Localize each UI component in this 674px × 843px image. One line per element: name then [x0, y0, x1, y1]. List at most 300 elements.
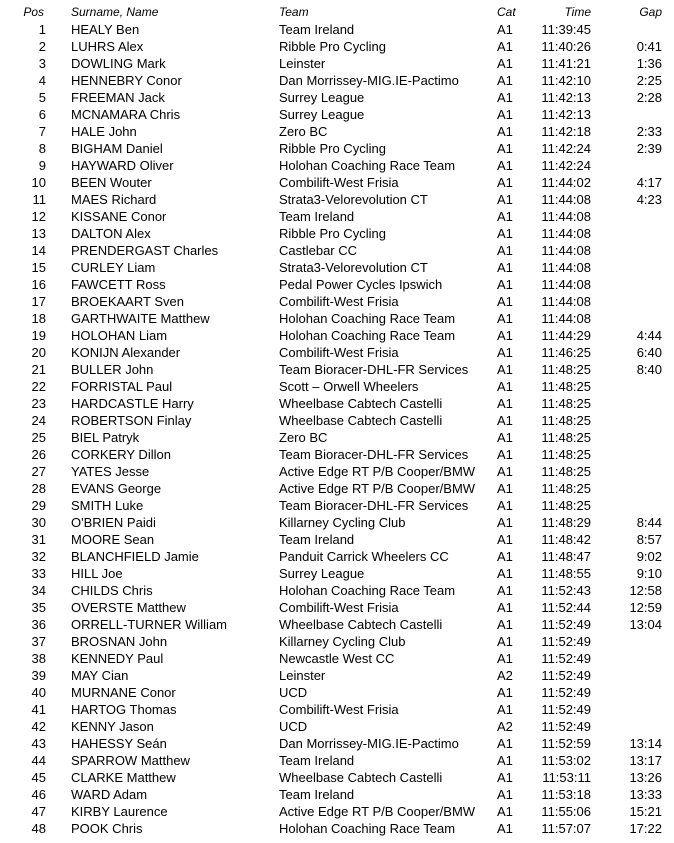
cell-cat: A1 [497, 277, 513, 292]
cell-gap: 17:22 [629, 821, 662, 836]
cell-time: 11:53:02 [541, 753, 591, 768]
cell-name: YATES Jesse [71, 464, 150, 479]
table-row [0, 531, 674, 548]
cell-team: Ribble Pro Cycling [279, 226, 386, 241]
cell-pos: 29 [31, 498, 46, 513]
cell-gap: 13:17 [629, 753, 662, 768]
cell-pos: 18 [31, 311, 46, 326]
table-row [0, 72, 674, 89]
cell-pos: 42 [31, 719, 46, 734]
cell-name: BULLER John [71, 362, 154, 377]
cell-gap: 13:33 [629, 787, 662, 802]
cell-time: 11:44:08 [541, 226, 591, 241]
cell-time: 11:48:25 [541, 447, 591, 462]
cell-gap: 0:41 [636, 39, 662, 54]
cell-cat: A1 [497, 396, 513, 411]
cell-cat: A1 [497, 447, 513, 462]
cell-team: Panduit Carrick Wheelers CC [279, 549, 449, 564]
table-row [0, 446, 674, 463]
cell-time: 11:48:25 [541, 362, 591, 377]
header-row [0, 4, 674, 21]
cell-cat: A1 [497, 413, 513, 428]
table-row [0, 157, 674, 174]
cell-name: LUHRS Alex [71, 39, 144, 54]
table-row [0, 548, 674, 565]
cell-pos: 44 [31, 753, 46, 768]
cell-name: KENNEDY Paul [71, 651, 164, 666]
cell-time: 11:48:25 [541, 396, 591, 411]
table-row [0, 208, 674, 225]
cell-name: MAES Richard [71, 192, 157, 207]
cell-time: 11:52:49 [541, 719, 591, 734]
results-table [0, 4, 674, 837]
cell-name: HAHESSY Seán [71, 736, 167, 751]
cell-team: Combilift-West Frisia [279, 345, 399, 360]
cell-name: OVERSTE Matthew [71, 600, 186, 615]
table-row [0, 769, 674, 786]
cell-team: Ribble Pro Cycling [279, 39, 386, 54]
cell-cat: A1 [497, 804, 513, 819]
cell-cat: A1 [497, 515, 513, 530]
cell-pos: 33 [31, 566, 46, 581]
table-row [0, 327, 674, 344]
cell-name: POOK Chris [71, 821, 143, 836]
cell-time: 11:52:49 [541, 668, 591, 683]
cell-team: Team Ireland [279, 209, 355, 224]
cell-cat: A1 [497, 821, 513, 836]
cell-team: Holohan Coaching Race Team [279, 821, 456, 836]
cell-cat: A1 [497, 685, 513, 700]
cell-cat: A1 [497, 175, 513, 190]
table-row [0, 89, 674, 106]
table-row [0, 582, 674, 599]
cell-cat: A1 [497, 651, 513, 666]
cell-name: CHILDS Chris [71, 583, 153, 598]
cell-pos: 48 [31, 821, 46, 836]
cell-cat: A1 [497, 260, 513, 275]
table-row [0, 395, 674, 412]
cell-pos: 7 [38, 124, 46, 139]
table-row [0, 361, 674, 378]
cell-gap: 8:40 [636, 362, 662, 377]
cell-name: DOWLING Mark [71, 56, 166, 71]
cell-name: FORRISTAL Paul [71, 379, 173, 394]
cell-gap: 1:36 [636, 56, 662, 71]
cell-time: 11:42:24 [541, 141, 591, 156]
cell-name: BEEN Wouter [71, 175, 152, 190]
cell-team: Zero BC [279, 430, 328, 445]
table-row [0, 38, 674, 55]
cell-pos: 35 [31, 600, 46, 615]
cell-pos: 32 [31, 549, 46, 564]
table-row [0, 21, 674, 38]
header-cat: Cat [497, 5, 516, 19]
cell-cat: A1 [497, 549, 513, 564]
header-team: Team [279, 5, 309, 19]
cell-name: GARTHWAITE Matthew [71, 311, 210, 326]
cell-name: BROEKAART Sven [71, 294, 184, 309]
cell-team: Combilift-West Frisia [279, 702, 399, 717]
cell-time: 11:48:25 [541, 430, 591, 445]
cell-team: Leinster [279, 56, 326, 71]
cell-gap: 2:25 [636, 73, 662, 88]
cell-cat: A1 [497, 192, 513, 207]
table-row [0, 650, 674, 667]
table-row [0, 599, 674, 616]
cell-gap: 4:44 [636, 328, 662, 343]
cell-gap: 13:14 [629, 736, 662, 751]
table-row [0, 786, 674, 803]
cell-cat: A1 [497, 124, 513, 139]
cell-cat: A1 [497, 56, 513, 71]
cell-time: 11:48:42 [541, 532, 591, 547]
cell-team: Combilift-West Frisia [279, 600, 399, 615]
cell-time: 11:42:24 [541, 158, 591, 173]
cell-time: 11:52:49 [541, 634, 591, 649]
cell-time: 11:44:29 [541, 328, 591, 343]
cell-cat: A1 [497, 770, 513, 785]
table-row [0, 735, 674, 752]
cell-name: PRENDERGAST Charles [71, 243, 219, 258]
cell-name: BIEL Patryk [71, 430, 140, 445]
cell-name: KENNY Jason [71, 719, 154, 734]
cell-cat: A1 [497, 532, 513, 547]
cell-time: 11:52:43 [541, 583, 591, 598]
cell-pos: 30 [31, 515, 46, 530]
cell-gap: 8:44 [636, 515, 662, 530]
cell-team: Team Ireland [279, 22, 355, 37]
cell-cat: A1 [497, 243, 513, 258]
cell-team: Team Bioracer-DHL-FR Services [279, 447, 469, 462]
cell-cat: A1 [497, 39, 513, 54]
table-row [0, 429, 674, 446]
cell-pos: 41 [31, 702, 46, 717]
cell-time: 11:48:25 [541, 498, 591, 513]
cell-time: 11:42:13 [541, 107, 591, 122]
table-row [0, 276, 674, 293]
cell-time: 11:42:13 [541, 90, 591, 105]
cell-pos: 15 [31, 260, 46, 275]
cell-pos: 16 [31, 277, 46, 292]
cell-time: 11:53:18 [541, 787, 591, 802]
cell-cat: A1 [497, 566, 513, 581]
cell-pos: 28 [31, 481, 46, 496]
cell-time: 11:44:02 [541, 175, 591, 190]
cell-pos: 9 [38, 158, 46, 173]
cell-name: MCNAMARA Chris [71, 107, 181, 122]
table-row [0, 633, 674, 650]
cell-name: KONIJN Alexander [71, 345, 181, 360]
cell-name: HARTOG Thomas [71, 702, 177, 717]
cell-name: HENNEBRY Conor [71, 73, 182, 88]
cell-time: 11:52:49 [541, 685, 591, 700]
cell-team: Team Bioracer-DHL-FR Services [279, 498, 469, 513]
cell-pos: 23 [31, 396, 46, 411]
table-row [0, 174, 674, 191]
cell-name: WARD Adam [71, 787, 148, 802]
cell-pos: 14 [31, 243, 46, 258]
cell-cat: A1 [497, 22, 513, 37]
cell-name: DALTON Alex [71, 226, 151, 241]
cell-cat: A1 [497, 311, 513, 326]
cell-pos: 34 [31, 583, 46, 598]
cell-pos: 47 [31, 804, 46, 819]
table-row [0, 514, 674, 531]
cell-name: CURLEY Liam [71, 260, 156, 275]
table-row [0, 106, 674, 123]
cell-team: Killarney Cycling Club [279, 634, 406, 649]
cell-time: 11:52:49 [541, 651, 591, 666]
cell-pos: 43 [31, 736, 46, 751]
cell-team: Team Bioracer-DHL-FR Services [279, 362, 469, 377]
header-name: Surname, Name [71, 5, 159, 19]
cell-gap: 15:21 [629, 804, 662, 819]
cell-name: HOLOHAN Liam [71, 328, 168, 343]
cell-team: Active Edge RT P/B Cooper/BMW [279, 804, 476, 819]
cell-cat: A1 [497, 90, 513, 105]
cell-gap: 6:40 [636, 345, 662, 360]
table-row [0, 123, 674, 140]
cell-team: Wheelbase Cabtech Castelli [279, 396, 443, 411]
table-row [0, 752, 674, 769]
table-row [0, 310, 674, 327]
cell-cat: A1 [497, 617, 513, 632]
table-row [0, 565, 674, 582]
header-pos: Pos [23, 5, 44, 19]
table-row [0, 412, 674, 429]
cell-cat: A1 [497, 736, 513, 751]
cell-name: HEALY Ben [71, 22, 140, 37]
cell-time: 11:53:11 [542, 770, 591, 785]
cell-time: 11:52:59 [541, 736, 591, 751]
cell-name: BROSNAN John [71, 634, 168, 649]
cell-name: BLANCHFIELD Jamie [71, 549, 199, 564]
cell-time: 11:44:08 [541, 209, 591, 224]
cell-cat: A1 [497, 753, 513, 768]
cell-gap: 12:59 [629, 600, 662, 615]
cell-gap: 9:02 [636, 549, 662, 564]
table-row [0, 259, 674, 276]
cell-time: 11:42:18 [541, 124, 591, 139]
cell-name: EVANS George [71, 481, 162, 496]
cell-cat: A1 [497, 787, 513, 802]
cell-name: CORKERY Dillon [71, 447, 171, 462]
cell-time: 11:55:06 [541, 804, 591, 819]
cell-team: UCD [279, 719, 308, 734]
cell-name: MURNANE Conor [71, 685, 176, 700]
table-row [0, 191, 674, 208]
cell-pos: 19 [31, 328, 46, 343]
cell-team: Active Edge RT P/B Cooper/BMW [279, 481, 476, 496]
cell-gap: 2:39 [636, 141, 662, 156]
cell-team: Zero BC [279, 124, 328, 139]
cell-pos: 36 [31, 617, 46, 632]
cell-pos: 40 [31, 685, 46, 700]
cell-time: 11:44:08 [541, 243, 591, 258]
cell-time: 11:48:25 [541, 413, 591, 428]
cell-gap: 2:33 [636, 124, 662, 139]
cell-cat: A1 [497, 583, 513, 598]
cell-cat: A1 [497, 209, 513, 224]
cell-gap: 13:26 [629, 770, 662, 785]
cell-team: UCD [279, 685, 308, 700]
cell-gap: 4:23 [636, 192, 662, 207]
cell-team: Wheelbase Cabtech Castelli [279, 413, 443, 428]
cell-team: Team Ireland [279, 753, 355, 768]
cell-pos: 20 [31, 345, 46, 360]
header-gap: Gap [639, 5, 662, 19]
cell-gap: 12:58 [629, 583, 662, 598]
cell-team: Surrey League [279, 566, 365, 581]
cell-team: Holohan Coaching Race Team [279, 158, 456, 173]
cell-name: BIGHAM Daniel [71, 141, 163, 156]
cell-gap: 9:10 [636, 566, 662, 581]
cell-pos: 10 [31, 175, 46, 190]
cell-cat: A1 [497, 430, 513, 445]
cell-cat: A2 [497, 719, 513, 734]
table-row [0, 293, 674, 310]
cell-pos: 24 [31, 413, 46, 428]
cell-cat: A1 [497, 141, 513, 156]
cell-name: MAY Cian [71, 668, 129, 683]
cell-pos: 25 [31, 430, 46, 445]
cell-gap: 4:17 [636, 175, 662, 190]
cell-cat: A1 [497, 481, 513, 496]
cell-cat: A1 [497, 294, 513, 309]
cell-pos: 38 [31, 651, 46, 666]
cell-time: 11:48:25 [541, 481, 591, 496]
cell-pos: 39 [31, 668, 46, 683]
cell-cat: A1 [497, 498, 513, 513]
cell-pos: 8 [38, 141, 46, 156]
cell-team: Surrey League [279, 107, 365, 122]
cell-cat: A1 [497, 73, 513, 88]
cell-pos: 1 [38, 22, 46, 37]
cell-time: 11:44:08 [541, 260, 591, 275]
cell-cat: A1 [497, 362, 513, 377]
table-row [0, 497, 674, 514]
cell-team: Combilift-West Frisia [279, 175, 399, 190]
cell-cat: A1 [497, 600, 513, 615]
cell-pos: 13 [31, 226, 46, 241]
cell-pos: 2 [38, 39, 46, 54]
cell-team: Holohan Coaching Race Team [279, 311, 456, 326]
cell-name: MOORE Sean [71, 532, 155, 547]
cell-time: 11:40:26 [541, 39, 591, 54]
cell-time: 11:48:47 [541, 549, 591, 564]
cell-name: SPARROW Matthew [71, 753, 190, 768]
cell-team: Surrey League [279, 90, 365, 105]
cell-name: KISSANE Conor [71, 209, 167, 224]
cell-time: 11:48:55 [541, 566, 591, 581]
cell-pos: 37 [31, 634, 46, 649]
cell-name: FAWCETT Ross [71, 277, 166, 292]
table-row [0, 378, 674, 395]
cell-cat: A1 [497, 702, 513, 717]
cell-time: 11:41:21 [541, 56, 591, 71]
cell-team: Holohan Coaching Race Team [279, 328, 456, 343]
cell-gap: 13:04 [629, 617, 662, 632]
cell-cat: A1 [497, 634, 513, 649]
cell-cat: A1 [497, 107, 513, 122]
cell-pos: 5 [38, 90, 46, 105]
cell-team: Team Ireland [279, 787, 355, 802]
cell-name: FREEMAN Jack [71, 90, 165, 105]
table-row [0, 701, 674, 718]
cell-team: Holohan Coaching Race Team [279, 583, 456, 598]
table-row [0, 616, 674, 633]
cell-name: HAYWARD Oliver [71, 158, 174, 173]
results-body [0, 21, 674, 837]
cell-cat: A1 [497, 345, 513, 360]
cell-pos: 31 [31, 532, 46, 547]
table-row [0, 242, 674, 259]
header-time: Time [564, 5, 591, 19]
cell-team: Wheelbase Cabtech Castelli [279, 617, 443, 632]
cell-pos: 21 [31, 362, 46, 377]
cell-pos: 17 [31, 294, 46, 309]
table-row [0, 344, 674, 361]
table-row [0, 225, 674, 242]
table-row [0, 463, 674, 480]
table-row [0, 803, 674, 820]
cell-cat: A1 [497, 226, 513, 241]
cell-pos: 22 [31, 379, 46, 394]
cell-time: 11:52:49 [541, 702, 591, 717]
cell-time: 11:57:07 [541, 821, 591, 836]
cell-team: Combilift-West Frisia [279, 294, 399, 309]
cell-cat: A1 [497, 379, 513, 394]
cell-cat: A1 [497, 464, 513, 479]
table-row [0, 667, 674, 684]
cell-pos: 46 [31, 787, 46, 802]
cell-time: 11:48:29 [541, 515, 591, 530]
cell-name: HALE John [71, 124, 137, 139]
cell-cat: A2 [497, 668, 513, 683]
cell-name: HILL Joe [71, 566, 123, 581]
cell-team: Strata3-Velorevolution CT [279, 260, 428, 275]
cell-gap: 8:57 [636, 532, 662, 547]
cell-pos: 12 [31, 209, 46, 224]
cell-time: 11:52:44 [541, 600, 591, 615]
cell-name: ROBERTSON Finlay [71, 413, 192, 428]
cell-cat: A1 [497, 158, 513, 173]
cell-team: Dan Morrissey-MIG.IE-Pactimo [279, 73, 459, 88]
cell-time: 11:44:08 [541, 192, 591, 207]
cell-time: 11:46:25 [541, 345, 591, 360]
cell-team: Scott – Orwell Wheelers [279, 379, 419, 394]
cell-team: Wheelbase Cabtech Castelli [279, 770, 443, 785]
cell-team: Ribble Pro Cycling [279, 141, 386, 156]
table-row [0, 55, 674, 72]
cell-team: Active Edge RT P/B Cooper/BMW [279, 464, 476, 479]
cell-team: Castlebar CC [279, 243, 358, 258]
table-row [0, 820, 674, 837]
cell-time: 11:44:08 [541, 294, 591, 309]
cell-team: Killarney Cycling Club [279, 515, 406, 530]
cell-time: 11:48:25 [541, 379, 591, 394]
cell-time: 11:42:10 [541, 73, 591, 88]
table-row [0, 718, 674, 735]
cell-team: Newcastle West CC [279, 651, 395, 666]
cell-team: Dan Morrissey-MIG.IE-Pactimo [279, 736, 459, 751]
cell-name: ORRELL-TURNER William [71, 617, 228, 632]
cell-gap: 2:28 [636, 90, 662, 105]
cell-pos: 6 [38, 107, 46, 122]
cell-pos: 11 [32, 192, 46, 207]
cell-time: 11:44:08 [541, 277, 591, 292]
cell-name: SMITH Luke [71, 498, 144, 513]
